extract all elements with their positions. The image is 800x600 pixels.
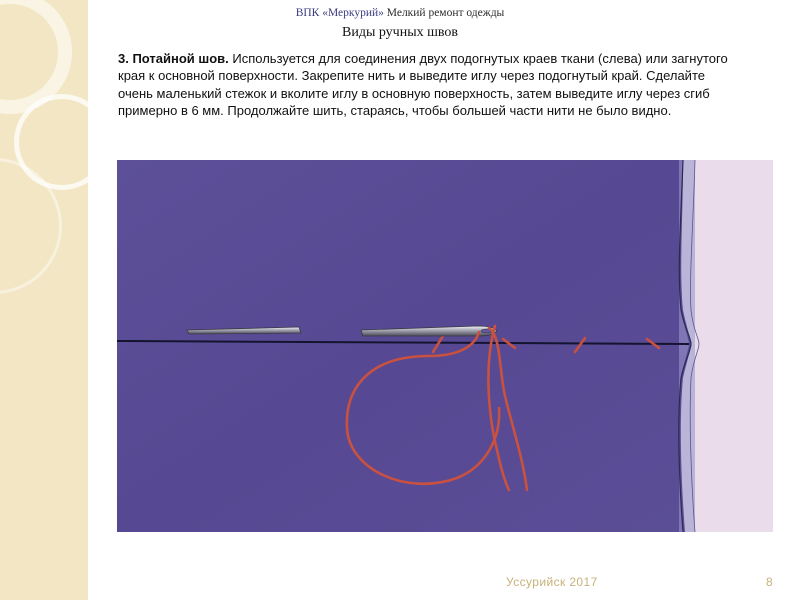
- header-subtitle: Мелкий ремонт одежды: [383, 7, 505, 19]
- section-heading: 3. Потайной шов.: [118, 51, 229, 66]
- fabric-main: [117, 160, 695, 532]
- footer-place: Уссурийск 2017: [506, 575, 598, 589]
- description-paragraph: [118, 50, 738, 120]
- page-title: Виды ручных швов: [341, 25, 459, 40]
- section-text: Используется для соединения двух подогнутых краев ткани (слева) или загнутого края к основной поверхности. Закрепите нить и выведите иглу через подогнутый край. Сделайте очень маленький стежок и вколите иглу в основную поверхность, затем выведите иглу через сгиб примерно в 6 мм. Продолжайте шить, стараясь, чтобы большей части нити не было видно.: [118, 51, 728, 119]
- header-org: ВПК «Меркурий»: [295, 7, 384, 19]
- blind-stitch-illustration: [117, 160, 773, 532]
- decorative-side-panel: [0, 0, 88, 600]
- page-number: 8: [766, 575, 773, 589]
- slide-header: [0, 7, 800, 19]
- fabric-edge: [695, 160, 773, 532]
